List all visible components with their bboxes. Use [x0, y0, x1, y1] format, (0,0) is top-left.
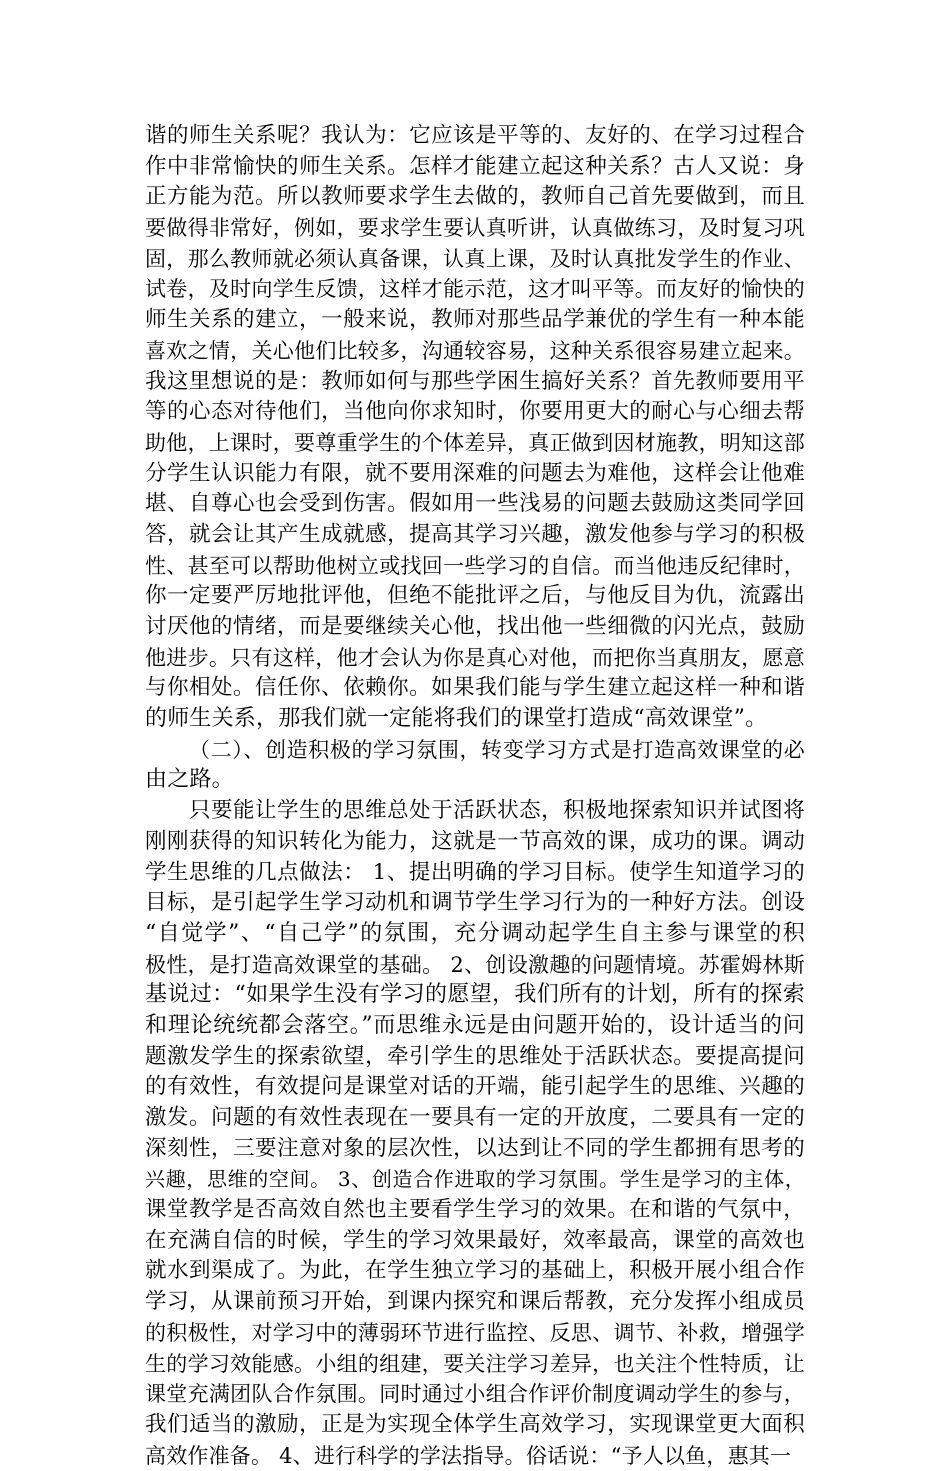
text-line: 激发。问题的有效性表现在一要具有一定的开放度，二要具有一定的: [145, 1105, 805, 1130]
text-line: “自觉学”、“自己学”的氛围，充分调动起学生自主参与课堂的积: [145, 920, 805, 946]
text-line: 助他，上课时，要尊重学生的个体差异，真正做到因材施教，明知这部: [145, 430, 805, 455]
text-line: 深刻性，三要注意对象的层次性，以达到让不同的学生都拥有思考的: [145, 1135, 805, 1161]
text-line: 的师生关系，那我们就一定能将我们的课堂打造成“高效课堂”。: [145, 706, 768, 732]
text-line: 生的学习效能感。小组的组建，要关注学习差异，也关注个性特质，让: [145, 1351, 805, 1376]
text-line: 和理论统统都会落空。”而思维永远是由问题开始的，设计适当的问: [145, 1012, 805, 1038]
text-line: 他进步。只有这样，他才会认为你是真心对他，而把你当真朋友，愿意: [145, 645, 805, 670]
text-line: 学生思维的几点做法： 1、提出明确的学习目标。使学生知道学习的: [145, 859, 805, 885]
text-line: 刚刚获得的知识转化为能力，这就是一节高效的课，成功的课。调动: [145, 828, 805, 854]
text-line: 分学生认识能力有限，就不要用深难的问题去为难他，这样会让他难: [145, 460, 805, 486]
text-line: 正方能为范。所以教师要求学生去做的，教师自己首先要做到，而且: [145, 184, 805, 210]
text-line: 基说过：“如果学生没有学习的愿望，我们所有的计划，所有的探索: [145, 982, 805, 1008]
section-heading-line: 由之路。: [145, 767, 234, 793]
body-text: [145, 121, 805, 1471]
text-line: 在充满自信的时候，学生的学习效果最好，效率最高，课堂的高效也: [145, 1227, 805, 1253]
text-line: 你一定要严厉地批评他，但绝不能批评之后，与他反目为仇，流露出: [145, 583, 805, 609]
text-line: 固，那么教师就必须认真备课，认真上课，及时认真批发学生的作业、: [145, 246, 805, 271]
text-line: 讨厌他的情绪，而是要继续关心他，找出他一些细微的闪光点，鼓励: [145, 614, 805, 639]
text-line: 课堂充满团队合作氛围。同时通过小组合作评价制度调动学生的参与，: [145, 1382, 805, 1407]
text-line: 喜欢之情，关心他们比较多，沟通较容易，这种关系很容易建立起来。: [145, 338, 805, 363]
text-line: 谐的师生关系呢？我认为：它应该是平等的、友好的、在学习过程合: [145, 123, 805, 148]
text-line: 与你相处。信任你、依赖你。如果我们能与学生建立起这样一种和谐: [145, 675, 805, 701]
text-line: 作中非常愉快的师生关系。怎样才能建立起这种关系？古人又说：身: [145, 153, 805, 179]
text-line: 师生关系的建立，一般来说，教师对那些品学兼优的学生有一种本能: [145, 307, 805, 333]
text-line: 答，就会让其产生成就感，提高其学习兴趣，激发他参与学习的积极: [145, 521, 805, 547]
text-line: 性、甚至可以帮助他树立或找回一些学习的自信。而当他违反纪律时，: [145, 553, 805, 578]
text-line: 学习，从课前预习开始，到课内探究和课后帮教，充分发挥小组成员: [145, 1289, 805, 1315]
text-line: 只要能让学生的思维总处于活跃状态，积极地探索知识并试图将: [189, 798, 805, 824]
section-heading-line: （二）、创造积极的学习氛围，转变学习方式是打造高效课堂的必: [189, 737, 805, 762]
text-line: 的有效性，有效提问是课堂对话的开端，能引起学生的思维、兴趣的: [145, 1074, 805, 1100]
text-line: 堪、自尊心也会受到伤害。假如用一些浅易的问题去鼓励这类同学回: [145, 491, 805, 517]
text-line: 要做得非常好，例如，要求学生要认真听讲，认真做练习，及时复习巩: [145, 216, 805, 241]
text-line: 我们适当的激励，正是为实现全体学生高效学习，实现课堂更大面积: [145, 1411, 805, 1437]
text-line: 试卷，及时向学生反馈，这样才能示范，这才叫平等。而友好的愉快的: [145, 277, 805, 302]
text-line: 极性，是打造高效课堂的基础。 2、创设激趣的问题情境。苏霍姆林斯: [145, 952, 805, 977]
text-line: 课堂教学是否高效自然也主要看学生学习的效果。在和谐的气氛中，: [145, 1197, 805, 1223]
text-line: 我这里想说的是：教师如何与那些学困生搞好关系？首先教师要用平: [145, 368, 805, 394]
text-line: 兴趣，思维的空间。 3、创造合作进取的学习氛围。学生是学习的主体，: [145, 1167, 805, 1192]
text-line: 题激发学生的探索欲望，牵引学生的思维处于活跃状态。要提高提问: [145, 1043, 805, 1069]
text-line: 目标，是引起学生学习动机和调节学生学习行为的一种好方法。创设: [145, 890, 805, 916]
text-line: 等的心态对待他们，当他向你求知时，你要用更大的耐心与心细去帮: [145, 399, 805, 425]
text-line: 就水到渠成了。为此，在学生独立学习的基础上，积极开展小组合作: [145, 1258, 805, 1284]
text-line: 的积极性，对学习中的薄弱环节进行监控、反思、调节、补救，增强学: [145, 1320, 805, 1345]
text-line: 高效作准备。 4、进行科学的学法指导。俗话说：“予人以鱼，惠其一: [145, 1443, 792, 1468]
